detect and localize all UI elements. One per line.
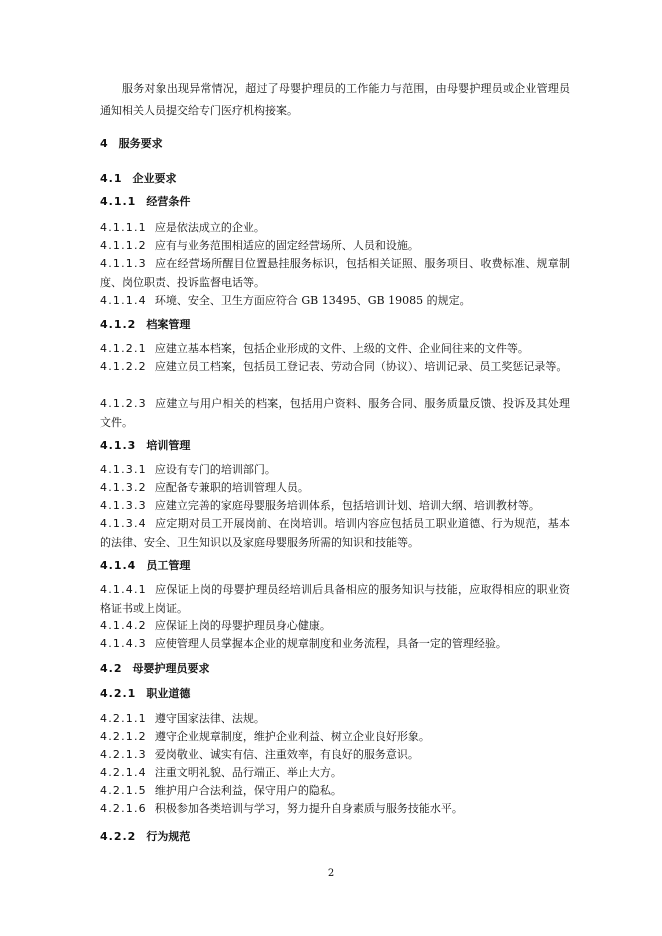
clause-4-2-1-1: 4.2.1.1 遵守国家法律、法规。 (100, 712, 265, 725)
clause-4-1-3-3: 4.1.3.3 应建立完善的家庭母婴服务培训体系，包括培训计划、培训大纲、培训教材等。 (100, 499, 540, 512)
heading-4-1-1: 4.1.1 经营条件 (100, 195, 191, 208)
clause-4-1-3-2: 4.1.3.2 应配备专兼职的培训管理人员。 (100, 481, 309, 494)
heading-4-1-3: 4.1.3 培训管理 (100, 439, 191, 452)
heading-4-2-2: 4.2.2 行为规范 (100, 830, 191, 843)
clause-4-1-2-1: 4.1.2.1 应建立基本档案，包括企业形成的文件、上级的文件、企业间往来的文件等。 (100, 342, 529, 355)
clause-4-2-1-3: 4.2.1.3 爱岗敬业、诚实有信、注重效率，有良好的服务意识。 (100, 748, 419, 761)
clause-4-2-1-4: 4.2.1.4 注重文明礼貌、品行端正、举止大方。 (100, 766, 342, 779)
clause-4-1-1-1: 4.1.1.1 应是依法成立的企业。 (100, 221, 265, 234)
heading-4-2: 4.2 母婴护理员要求 (100, 662, 210, 675)
clause-4-1-1-3: 4.1.1.3 应在经营场所醒目位置悬挂服务标识，包括相关证照、服务项目、收费标准、规章制度、岗位职责、投诉监督电话等。 (100, 257, 570, 289)
heading-4-2-1: 4.2.1 职业道德 (100, 687, 191, 700)
clause-4-1-4-2: 4.1.4.2 应保证上岗的母婴护理员身心健康。 (100, 619, 331, 632)
clause-4-1-1-4: 4.1.1.4 环境、安全、卫生方面应符合 GB 13495、GB 19085 的规定。 (100, 294, 471, 307)
clause-4-2-1-5: 4.2.1.5 维护用户合法利益，保守用户的隐私。 (100, 784, 342, 797)
heading-4-1: 4.1 企业要求 (100, 172, 177, 185)
clause-4-1-4-3: 4.1.4.3 应使管理人员掌握本企业的规章制度和业务流程，具备一定的管理经验。 (100, 637, 507, 650)
clause-4-2-1-6: 4.2.1.6 积极参加各类培训与学习，努力提升自身素质与服务技能水平。 (100, 802, 463, 815)
heading-4: 4 服务要求 (100, 137, 163, 150)
clause-4-1-2-2: 4.1.2.2 应建立员工档案，包括员工登记表、劳动合同（协议）、培训记录、员工奖惩记录等。 (100, 360, 568, 373)
clause-4-1-3-1: 4.1.3.1 应设有专门的培训部门。 (100, 463, 276, 476)
clause-4-1-4-1: 4.1.4.1 应保证上岗的母婴护理员经培训后具备相应的服务知识与技能，应取得相应的职业资格证书或上岗证。 (100, 583, 570, 615)
intro-paragraph: 服务对象出现异常情况，超过了母婴护理员的工作能力与范围，由母婴护理员或企业管理员通知相关人员提交给专门医疗机构接案。 (100, 82, 570, 117)
clause-4-1-1-2: 4.1.1.2 应有与业务范围相适应的固定经营场所、人员和设施。 (100, 239, 419, 252)
heading-4-1-2: 4.1.2 档案管理 (100, 318, 191, 331)
clause-4-2-1-2: 4.2.1.2 遵守企业规章制度，维护企业利益、树立企业良好形象。 (100, 730, 430, 743)
clause-4-1-3-4: 4.1.3.4 应定期对员工开展岗前、在岗培训。培训内容应包括员工职业道德、行为规范，基本的法律、安全、卫生知识以及家庭母婴服务所需的知识和技能等。 (100, 517, 570, 549)
page-number: 2 (327, 868, 335, 879)
heading-4-1-4: 4.1.4 员工管理 (100, 559, 191, 572)
clause-4-1-2-3: 4.1.2.3 应建立与用户相关的档案，包括用户资料、服务合同、服务质量反馈、投诉及其处理文件。 (100, 397, 570, 429)
